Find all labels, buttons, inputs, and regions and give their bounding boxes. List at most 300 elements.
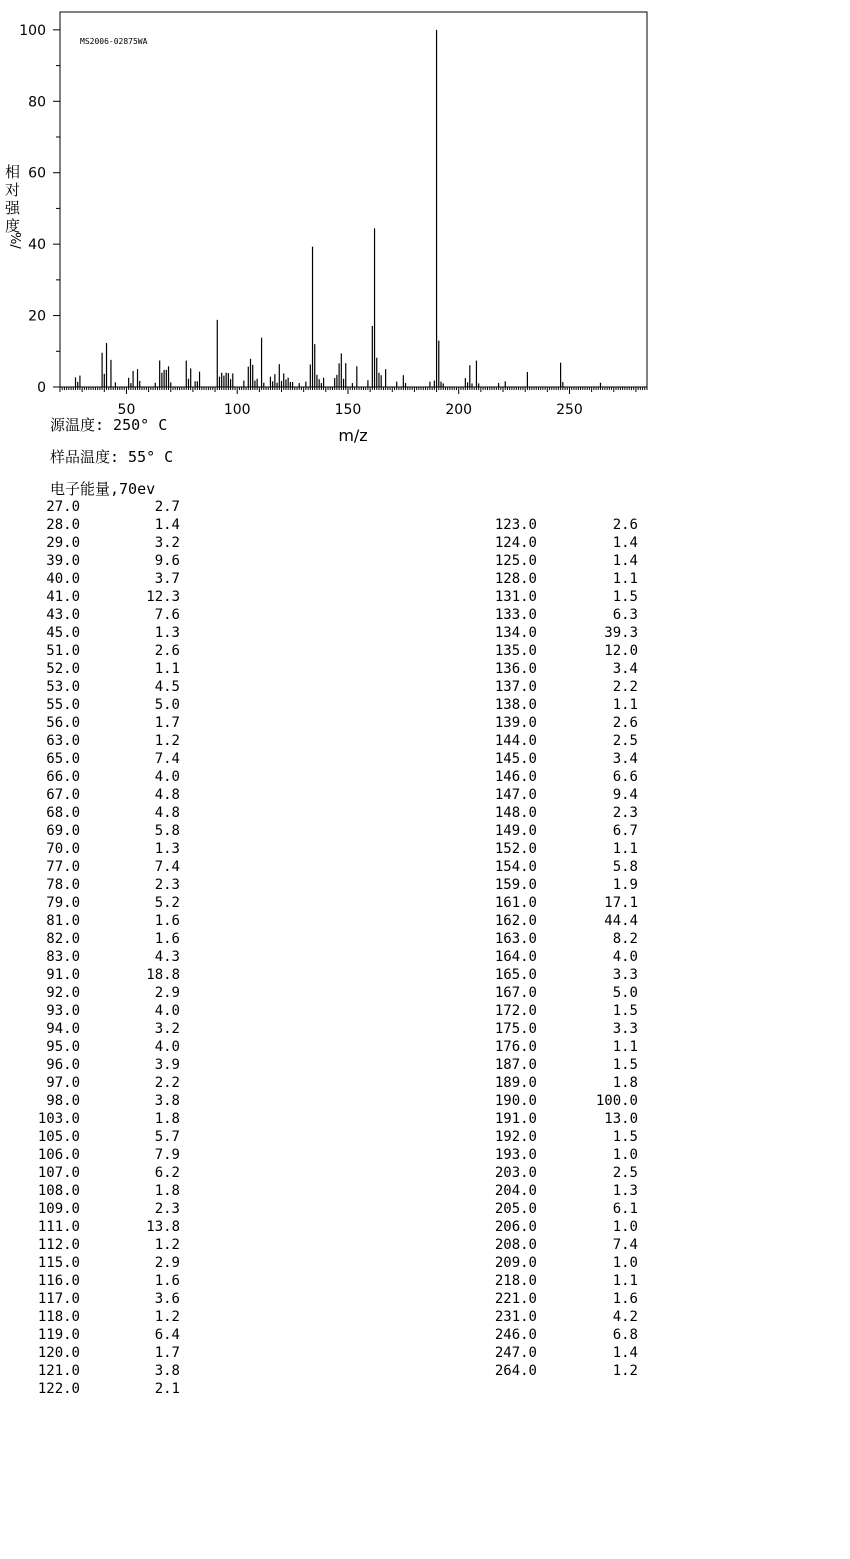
peak-table-row [0,1146,200,1164]
peak-mz: 79.0 [46,895,80,911]
peak-mz: 97.0 [46,1075,80,1091]
peak-table-row [460,768,660,786]
peak-abundance: 7.9 [154,1147,180,1163]
peak-abundance: 1.2 [154,1237,180,1253]
peak-table-row [460,822,660,840]
peak-abundance: 2.3 [154,1201,180,1217]
peak-table-row [0,642,200,660]
peak-mz: 221.0 [494,1291,537,1307]
peak-table-row [0,1290,200,1308]
x-tick-label: 250 [556,402,583,418]
peak-table-row [460,588,660,606]
peak-abundance: 17.1 [604,895,638,911]
peak-abundance: 13.0 [604,1111,638,1127]
peak-mz: 231.0 [494,1309,537,1325]
peak-table-row [460,732,660,750]
peak-mz: 115.0 [37,1255,80,1271]
peak-mz: 39.0 [46,553,80,569]
peak-mz: 96.0 [46,1057,80,1073]
peak-mz: 68.0 [46,805,80,821]
peak-abundance: 3.2 [154,535,180,551]
peak-mz: 190.0 [494,1093,537,1109]
x-axis-title: m/z [338,426,368,445]
peak-mz: 165.0 [494,967,537,983]
peak-table-row [0,858,200,876]
peak-abundance: 1.1 [612,1039,638,1055]
peak-mz: 206.0 [494,1219,537,1235]
peak-abundance: 1.2 [154,733,180,749]
peak-table-row [0,714,200,732]
peak-abundance: 100.0 [595,1093,638,1109]
peak-abundance: 1.5 [612,589,638,605]
peak-abundance: 5.8 [612,859,638,875]
peak-abundance: 1.3 [154,841,180,857]
peak-mz: 93.0 [46,1003,80,1019]
peak-mz: 66.0 [46,769,80,785]
peak-mz: 51.0 [46,643,80,659]
y-axis-title-char: %/ [7,232,22,249]
peak-mz: 124.0 [494,535,537,551]
x-tick-label: 200 [445,402,473,418]
peak-table-row [0,1074,200,1092]
peak-mz: 120.0 [37,1345,80,1361]
peak-table-row [0,1164,200,1182]
peak-abundance: 2.3 [612,805,638,821]
peak-abundance: 1.5 [612,1057,638,1073]
peak-mz: 189.0 [494,1075,537,1091]
peak-table-row [0,660,200,678]
peak-mz: 149.0 [494,823,537,839]
peak-abundance: 1.8 [154,1183,180,1199]
peak-abundance: 7.4 [154,859,180,875]
peak-table-row [0,822,200,840]
peak-table-row [0,1380,200,1398]
peak-abundance: 6.6 [612,769,638,785]
peak-table-row [460,660,660,678]
peak-abundance: 1.3 [612,1183,638,1199]
peak-abundance: 4.0 [154,769,180,785]
peak-table-row [460,1308,660,1326]
peak-abundance: 1.4 [612,535,638,551]
peak-table-right [460,516,660,1380]
peak-mz: 191.0 [494,1111,537,1127]
peak-mz: 92.0 [46,985,80,1001]
peak-table-row [0,1128,200,1146]
peak-table-row [460,894,660,912]
y-tick-label: 40 [28,237,46,254]
y-axis-ticks [19,23,60,396]
peak-table-row [460,1344,660,1362]
peak-table-row [460,1110,660,1128]
peak-table-row [460,1182,660,1200]
peak-table-row [460,804,660,822]
peak-mz: 247.0 [494,1345,537,1361]
peak-abundance: 1.6 [154,1273,180,1289]
peak-abundance: 2.5 [612,1165,638,1181]
peak-mz: 82.0 [46,931,80,947]
peak-mz: 63.0 [46,733,80,749]
peak-mz: 148.0 [494,805,537,821]
peak-abundance: 2.5 [612,733,638,749]
peak-mz: 209.0 [494,1255,537,1271]
peak-table-row [0,606,200,624]
peak-table-row [460,930,660,948]
peak-mz: 112.0 [37,1237,80,1253]
peak-mz: 193.0 [494,1147,537,1163]
peak-table-row [0,894,200,912]
peak-abundance: 3.7 [154,571,180,587]
peak-mz: 108.0 [37,1183,80,1199]
peak-table-row [0,948,200,966]
peak-abundance: 1.4 [612,553,638,569]
peak-mz: 109.0 [37,1201,80,1217]
peak-abundance: 1.9 [612,877,638,893]
peak-table-row [460,1002,660,1020]
peak-table-row [0,624,200,642]
peak-table-row [0,1002,200,1020]
x-tick-label: 150 [334,402,362,418]
peak-table-row [0,966,200,984]
peak-mz: 167.0 [494,985,537,1001]
peak-table-row [0,552,200,570]
peak-mz: 146.0 [494,769,537,785]
peak-abundance: 1.0 [612,1147,638,1163]
peak-abundance: 9.6 [154,553,180,569]
peak-abundance: 4.2 [612,1309,638,1325]
peak-abundance: 7.4 [154,751,180,767]
peak-table-row [460,624,660,642]
peak-table-row [460,858,660,876]
peak-table-row [0,1092,200,1110]
peak-mz: 204.0 [494,1183,537,1199]
peak-table-row [0,1200,200,1218]
peak-abundance: 3.6 [154,1291,180,1307]
peak-abundance: 3.3 [612,1021,638,1037]
peak-mz: 139.0 [494,715,537,731]
peak-table-row [460,714,660,732]
peak-abundance: 3.4 [612,751,638,767]
peak-table-row [460,1254,660,1272]
peak-abundance: 1.2 [612,1363,638,1379]
peak-table-row [460,1092,660,1110]
mass-spectrum-chart [0,0,850,450]
peak-mz: 125.0 [494,553,537,569]
peak-mz: 78.0 [46,877,80,893]
peak-abundance: 3.8 [154,1363,180,1379]
peak-table-row [460,570,660,588]
peak-mz: 154.0 [494,859,537,875]
peak-abundance: 6.2 [154,1165,180,1181]
peak-mz: 246.0 [494,1327,537,1343]
peak-mz: 111.0 [37,1219,80,1235]
peak-mz: 131.0 [494,589,537,605]
peak-abundance: 1.7 [154,1345,180,1361]
peak-table-row [460,1128,660,1146]
peak-mz: 45.0 [46,625,80,641]
peak-abundance: 5.0 [612,985,638,1001]
peak-mz: 205.0 [494,1201,537,1217]
sample-temperature: 样品温度: 55° C [50,448,174,466]
peak-table-row [460,1326,660,1344]
peak-abundance: 1.0 [612,1255,638,1271]
peak-abundance: 1.1 [612,697,638,713]
peak-table-row [0,732,200,750]
peak-mz: 203.0 [494,1165,537,1181]
peak-table-row [0,696,200,714]
peak-mz: 55.0 [46,697,80,713]
peak-mz: 147.0 [494,787,537,803]
peak-mz: 164.0 [494,949,537,965]
peak-mz: 43.0 [46,607,80,623]
peak-table-row [460,1200,660,1218]
peak-abundance: 1.6 [154,913,180,929]
peak-abundance: 1.1 [612,571,638,587]
peak-mz: 29.0 [46,535,80,551]
peak-abundance: 2.6 [612,715,638,731]
peak-table-row [0,1236,200,1254]
peak-table-row [0,516,200,534]
y-axis-title-char: 相 [5,163,21,181]
peak-table-row [0,498,200,516]
peak-abundance: 2.7 [154,499,180,515]
peak-abundance: 2.6 [612,517,638,533]
peak-abundance: 4.0 [154,1003,180,1019]
peak-abundance: 18.8 [146,967,180,983]
peak-table-row [460,1290,660,1308]
peak-mz: 161.0 [494,895,537,911]
peak-abundance: 1.5 [612,1129,638,1145]
peak-table-row [460,696,660,714]
peak-mz: 133.0 [494,607,537,623]
peak-table-row [0,804,200,822]
peak-abundance: 1.3 [154,625,180,641]
peak-mz: 162.0 [494,913,537,929]
peak-table-row [0,1362,200,1380]
peak-mz: 138.0 [494,697,537,713]
peak-abundance: 1.4 [154,517,180,533]
peak-table-row [460,606,660,624]
peak-table-row [0,1056,200,1074]
peak-mz: 136.0 [494,661,537,677]
peak-table-row [0,1182,200,1200]
peak-table-row [0,1326,200,1344]
peak-table-row [460,534,660,552]
peak-bars [76,30,601,387]
peak-table-row [460,966,660,984]
peak-mz: 53.0 [46,679,80,695]
peak-abundance: 4.0 [612,949,638,965]
peak-abundance: 3.3 [612,967,638,983]
peak-table-row [460,1146,660,1164]
peak-abundance: 4.3 [154,949,180,965]
peak-mz: 152.0 [494,841,537,857]
peak-mz: 105.0 [37,1129,80,1145]
peak-abundance: 5.0 [154,697,180,713]
peak-abundance: 1.5 [612,1003,638,1019]
peak-mz: 27.0 [46,499,80,515]
peak-mz: 175.0 [494,1021,537,1037]
peak-table-row [460,1020,660,1038]
peak-table-row [460,912,660,930]
peak-abundance: 3.2 [154,1021,180,1037]
peak-abundance: 1.1 [612,1273,638,1289]
peak-abundance: 1.4 [612,1345,638,1361]
peak-abundance: 2.2 [154,1075,180,1091]
peak-abundance: 1.6 [154,931,180,947]
peak-mz: 98.0 [46,1093,80,1109]
peak-abundance: 6.1 [612,1201,638,1217]
peak-abundance: 9.4 [612,787,638,803]
peak-abundance: 6.3 [612,607,638,623]
peak-mz: 52.0 [46,661,80,677]
y-tick-label: 0 [37,380,46,396]
peak-table-row [0,912,200,930]
peak-table-row [460,1236,660,1254]
peak-abundance: 13.8 [146,1219,180,1235]
peak-mz: 122.0 [37,1381,80,1397]
peak-mz: 40.0 [46,571,80,587]
peak-table-row [460,840,660,858]
peak-table-row [0,678,200,696]
peak-table-row [0,750,200,768]
peak-table-row [460,1362,660,1380]
peak-abundance: 4.8 [154,787,180,803]
y-tick-label: 20 [28,308,46,325]
peak-mz: 107.0 [37,1165,80,1181]
sample-id-label: MS2006-02875WA [80,37,148,46]
peak-mz: 163.0 [494,931,537,947]
peak-mz: 192.0 [494,1129,537,1145]
peak-abundance: 2.1 [154,1381,180,1397]
y-tick-label: 80 [28,94,46,111]
peak-mz: 123.0 [494,517,537,533]
peak-table-row [460,678,660,696]
peak-table-row [0,1218,200,1236]
peak-abundance: 2.6 [154,643,180,659]
peak-mz: 121.0 [37,1363,80,1379]
peak-table-row [0,768,200,786]
peak-mz: 264.0 [494,1363,537,1379]
peak-table-row [460,786,660,804]
peak-mz: 172.0 [494,1003,537,1019]
peak-abundance: 1.1 [612,841,638,857]
peak-abundance: 7.4 [612,1237,638,1253]
peak-table-row [460,516,660,534]
peak-mz: 56.0 [46,715,80,731]
peak-abundance: 12.3 [146,589,180,605]
peak-abundance: 1.8 [154,1111,180,1127]
peak-table-row [0,930,200,948]
peak-abundance: 4.8 [154,805,180,821]
peak-table-row [460,1074,660,1092]
peak-abundance: 3.4 [612,661,638,677]
y-tick-label: 60 [28,165,46,182]
peak-table-left [0,498,200,1398]
peak-abundance: 3.9 [154,1057,180,1073]
peak-table-row [0,1020,200,1038]
peak-abundance: 3.8 [154,1093,180,1109]
peak-mz: 67.0 [46,787,80,803]
peak-abundance: 6.7 [612,823,638,839]
peak-table-row [0,1272,200,1290]
plot-frame [60,12,647,387]
peak-mz: 69.0 [46,823,80,839]
peak-abundance: 1.6 [612,1291,638,1307]
peak-table-row [0,786,200,804]
peak-mz: 95.0 [46,1039,80,1055]
y-axis-title-char: 对 [5,181,21,199]
peak-abundance: 7.6 [154,607,180,623]
peak-mz: 41.0 [46,589,80,605]
y-tick-label: 100 [19,22,46,39]
peak-table-row [0,840,200,858]
peak-mz: 187.0 [494,1057,537,1073]
peak-table-row [0,984,200,1002]
peak-abundance: 6.4 [154,1327,180,1343]
electron-energy: 电子能量,70ev [50,480,156,498]
peak-abundance: 4.0 [154,1039,180,1055]
peak-abundance: 8.2 [612,931,638,947]
peak-mz: 28.0 [46,517,80,533]
peak-mz: 134.0 [494,625,537,641]
peak-table-row [460,552,660,570]
peak-table-row [0,1344,200,1362]
peak-abundance: 4.5 [154,679,180,695]
peak-abundance: 1.1 [154,661,180,677]
peak-table-row [0,588,200,606]
peak-mz: 118.0 [37,1309,80,1325]
peak-table-row [0,1110,200,1128]
peak-mz: 70.0 [46,841,80,857]
peak-abundance: 5.7 [154,1129,180,1145]
peak-mz: 208.0 [494,1237,537,1253]
peak-mz: 135.0 [494,643,537,659]
y-axis-title-char: 度 [5,217,21,235]
peak-abundance: 44.4 [604,913,638,929]
peak-table-row [0,1308,200,1326]
peak-table-row [0,1038,200,1056]
peak-abundance: 1.2 [154,1309,180,1325]
peak-table-row [460,750,660,768]
y-axis-title-char: 强 [5,199,21,217]
peak-mz: 145.0 [494,751,537,767]
peak-mz: 218.0 [494,1273,537,1289]
peak-abundance: 2.3 [154,877,180,893]
peak-mz: 106.0 [37,1147,80,1163]
peak-mz: 144.0 [494,733,537,749]
peak-table-row [460,1164,660,1182]
peak-mz: 176.0 [494,1039,537,1055]
peak-table-row [460,948,660,966]
peak-mz: 65.0 [46,751,80,767]
peak-abundance: 5.8 [154,823,180,839]
peak-mz: 116.0 [37,1273,80,1289]
peak-table-row [460,1272,660,1290]
peak-table-row [460,984,660,1002]
x-tick-label: 100 [223,402,251,418]
peak-mz: 81.0 [46,913,80,929]
peak-abundance: 6.8 [612,1327,638,1343]
peak-abundance: 12.0 [604,643,638,659]
peak-abundance: 39.3 [604,625,638,641]
peak-mz: 77.0 [46,859,80,875]
peak-abundance: 2.2 [612,679,638,695]
peak-abundance: 1.0 [612,1219,638,1235]
peak-mz: 94.0 [46,1021,80,1037]
peak-mz: 117.0 [37,1291,80,1307]
peak-abundance: 2.9 [154,1255,180,1271]
peak-mz: 128.0 [494,571,537,587]
